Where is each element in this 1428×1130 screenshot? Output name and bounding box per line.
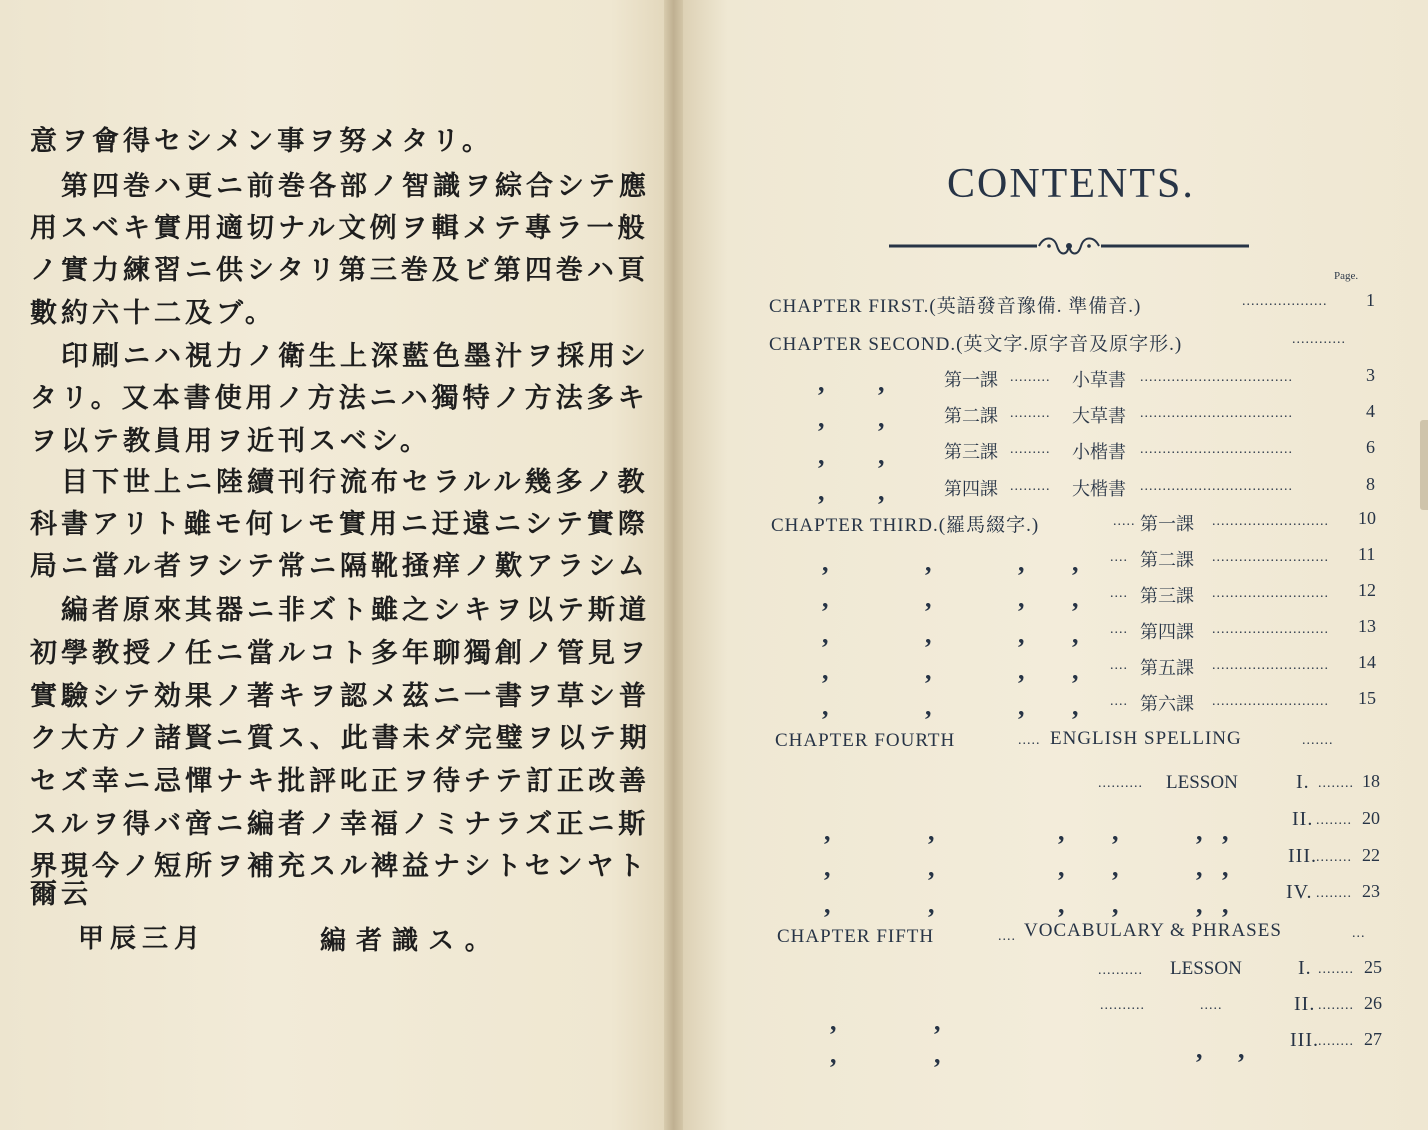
preface-line: 第四巻ハ更ニ前巻各部ノ智識ヲ綜合シテ應 (30, 171, 650, 202)
leader-dots: .................................. (1140, 406, 1293, 421)
page-number: 27 (1364, 1029, 1382, 1049)
preface-line: 用スベキ實用適切ナル文例ヲ輯メテ專ラ一般 (30, 213, 649, 244)
leader-dots: .......... (1098, 776, 1143, 791)
ditto-mark: , (1072, 584, 1079, 613)
leader-dots: ........ (1318, 1034, 1354, 1049)
ditto-mark: , (824, 890, 831, 919)
leader-dots: .................................. (1140, 370, 1293, 385)
toc-lesson-label: LESSON (1170, 958, 1242, 979)
toc-chapter-third: CHAPTER THIRD.(羅馬綴字.) (771, 515, 1040, 536)
leader-dots: .......................... (1212, 586, 1329, 601)
ditto-mark: , (928, 817, 935, 846)
leader-dots: .... (998, 929, 1016, 944)
book-gutter (664, 0, 683, 1130)
leader-dots: ........ (1316, 813, 1352, 828)
ditto-mark: , (1058, 817, 1065, 846)
lesson-numeral: I. (1298, 957, 1312, 979)
ditto-mark: , (878, 441, 885, 470)
toc-lesson: 第一課 (1140, 514, 1194, 535)
preface-line: 界現今ノ短所ヲ補充スル裨益ナシトセンヤト (30, 851, 649, 882)
preface-line: ヲ以テ教員用ヲ近刊スベシ。 (30, 426, 431, 457)
page-number: 3 (1366, 365, 1375, 385)
ditto-mark: , (1196, 817, 1203, 846)
leader-dots: .................................. (1140, 479, 1293, 494)
page-number: 1 (1366, 290, 1375, 310)
ditto-mark: , (928, 853, 935, 882)
toc-lesson: 第四課 (944, 479, 998, 500)
toc-topic: 小草書 (1072, 370, 1126, 391)
page-number: 14 (1358, 652, 1376, 672)
ditto-mark: , (1018, 620, 1025, 649)
leader-dots: ............ (1292, 332, 1346, 347)
ditto-mark: , (925, 656, 932, 685)
ditto-mark: , (822, 548, 829, 577)
toc-topic: 小楷書 (1072, 442, 1126, 463)
leader-dots: ... (1352, 926, 1366, 941)
page-number: 13 (1358, 616, 1376, 636)
preface-line: スルヲ得バ啻ニ編者ノ幸福ノミナラズ正ニ斯 (30, 809, 650, 840)
ditto-mark: , (1018, 656, 1025, 685)
ditto-mark: , (1058, 890, 1065, 919)
leader-dots: .......... (1100, 998, 1145, 1013)
ditto-mark: , (818, 441, 825, 470)
leader-dots: ....... (1302, 733, 1334, 748)
bleed-through-text (40, 1008, 224, 1037)
ditto-mark: , (822, 656, 829, 685)
ditto-mark: , (824, 853, 831, 882)
leader-dots: .... (1110, 658, 1128, 673)
leader-dots: .......................... (1212, 694, 1329, 709)
leader-dots: .... (1110, 694, 1128, 709)
page-number: 18 (1362, 771, 1380, 791)
preface-line: 實驗シテ効果ノ著キヲ認メ茲ニ一書ヲ草シ普 (30, 681, 650, 712)
page-number: 20 (1362, 808, 1380, 828)
ditto-mark: , (928, 890, 935, 919)
lesson-numeral: I. (1296, 771, 1310, 793)
preface-line: 科書アリト雖モ何レモ實用ニ迂遠ニシテ實際 (30, 509, 649, 540)
leader-dots: ......... (1010, 479, 1051, 494)
ditto-mark: , (818, 368, 825, 397)
ditto-mark: , (1196, 853, 1203, 882)
ditto-mark: , (1018, 584, 1025, 613)
ditto-mark: , (925, 548, 932, 577)
ditto-mark: , (1018, 692, 1025, 721)
ditto-mark: , (1072, 548, 1079, 577)
leader-dots: .................................. (1140, 442, 1293, 457)
lesson-numeral: IV. (1286, 881, 1313, 903)
leader-dots: .......... (1098, 963, 1143, 978)
toc-chapter-second: CHAPTER SECOND.(英文字.原字音及原字形.) (769, 334, 1183, 355)
ditto-mark: , (1018, 548, 1025, 577)
preface-date: 甲辰三月 (78, 924, 207, 954)
page-number: 4 (1366, 401, 1375, 421)
leader-dots: ........ (1318, 998, 1354, 1013)
toc-lesson: 第三課 (944, 442, 998, 463)
ditto-mark: , (822, 692, 829, 721)
leader-dots: ......... (1010, 442, 1051, 457)
toc-lesson: 第二課 (944, 406, 998, 427)
ornament-divider-icon (889, 234, 1249, 258)
ditto-mark: , (818, 477, 825, 506)
toc-chapter-fifth-subtitle: VOCABULARY & PHRASES (1024, 920, 1282, 941)
preface-line: 爾云 (30, 879, 92, 910)
ditto-mark: , (1072, 620, 1079, 649)
ditto-mark: , (934, 1007, 941, 1036)
page-number: 8 (1366, 474, 1375, 494)
leader-dots: .... (1110, 550, 1128, 565)
preface-line: 目下世上ニ陸續刊行流布セラルル幾多ノ教 (30, 467, 649, 498)
toc-lesson: 第二課 (1140, 550, 1194, 571)
ditto-mark: , (830, 1007, 837, 1036)
toc-chapter-first: CHAPTER FIRST.(英語發音豫備. 準備音.) (769, 296, 1142, 317)
preface-signature: 編者識ス。 (320, 926, 501, 956)
ditto-mark: , (1112, 817, 1119, 846)
leader-dots: .... (1110, 622, 1128, 637)
ditto-mark: , (1196, 1035, 1203, 1064)
preface-line: 局ニ當ル者ヲシテ常ニ隔靴掻痒ノ歎アラシム (30, 551, 649, 582)
ditto-mark: , (824, 817, 831, 846)
toc-lesson-label: LESSON (1166, 772, 1238, 793)
toc-chapter-fifth: CHAPTER FIFTH (777, 926, 935, 947)
ditto-mark: , (822, 620, 829, 649)
preface-line: 數約六十二及ブ。 (30, 298, 276, 329)
leader-dots: ......... (1010, 406, 1051, 421)
ditto-mark: , (1238, 1035, 1245, 1064)
leader-dots: ..... (1018, 733, 1041, 748)
ditto-mark: , (1072, 692, 1079, 721)
ditto-mark: , (925, 692, 932, 721)
page-number: 11 (1358, 544, 1376, 564)
toc-lesson: 第五課 (1140, 658, 1194, 679)
lesson-numeral: III. (1288, 845, 1317, 867)
preface-line: セズ幸ニ忌憚ナキ批評叱正ヲ待チテ訂正改善 (30, 766, 650, 797)
leader-dots: .......................... (1212, 514, 1329, 529)
ditto-mark: , (878, 404, 885, 433)
ditto-mark: , (1222, 890, 1229, 919)
leader-dots: ........ (1316, 886, 1352, 901)
lesson-numeral: II. (1294, 993, 1316, 1015)
leader-dots: ................... (1242, 294, 1328, 309)
leader-dots: .......................... (1212, 550, 1329, 565)
bleed-through-text (783, 88, 791, 111)
preface-line: 初學教授ノ任ニ當ルコト多年聊獨創ノ管見ヲ (30, 638, 650, 669)
toc-lesson: 第一課 (944, 370, 998, 391)
preface-line: 編者原來其器ニ非ズト雖之シキヲ以テ斯道 (30, 595, 650, 626)
preface-line: 意ヲ會得セシメン事ヲ努メタリ。 (30, 126, 493, 157)
lesson-numeral: II. (1292, 808, 1314, 830)
ditto-mark: , (1112, 853, 1119, 882)
page-number: 6 (1366, 437, 1375, 457)
leader-dots: ........ (1316, 850, 1352, 865)
ditto-mark: , (925, 584, 932, 613)
toc-lesson: 第三課 (1140, 586, 1194, 607)
toc-lesson: 第四課 (1140, 622, 1194, 643)
preface-line: ク大方ノ諸賢ニ質ス、此書未ダ完璧ヲ以テ期 (30, 723, 651, 754)
ditto-mark: , (822, 584, 829, 613)
ditto-mark: , (1196, 890, 1203, 919)
page-number: 15 (1358, 688, 1376, 708)
leader-dots: .... (1110, 586, 1128, 601)
preface-line: 印刷ニハ視力ノ衛生上深藍色墨汁ヲ採用シ (30, 341, 650, 372)
leader-dots: ..... (1113, 514, 1136, 529)
page-number: 10 (1358, 508, 1376, 528)
ditto-mark: , (1058, 853, 1065, 882)
toc-chapter-fourth: CHAPTER FOURTH (775, 730, 956, 751)
toc-topic: 大草書 (1072, 406, 1126, 427)
leader-dots: ........ (1318, 776, 1354, 791)
page-number: 25 (1364, 957, 1382, 977)
bleed-through-text (40, 962, 201, 991)
page-tab (1420, 420, 1428, 510)
page-column-label: Page. (1334, 270, 1359, 282)
toc-lesson: 第六課 (1140, 694, 1194, 715)
preface-line: タリ。又本書使用ノ方法ニハ獨特ノ方法多キ (30, 383, 649, 414)
ditto-mark: , (878, 477, 885, 506)
ditto-mark: , (818, 404, 825, 433)
contents-title: CONTENTS. (947, 161, 1195, 207)
ditto-mark: , (1112, 890, 1119, 919)
ditto-mark: , (1222, 853, 1229, 882)
ditto-mark: , (934, 1040, 941, 1069)
preface-line: ノ實力練習ニ供シタリ第三巻及ビ第四巻ハ頁 (30, 255, 649, 286)
ditto-mark: , (1072, 656, 1079, 685)
leader-dots: .......................... (1212, 622, 1329, 637)
page-number: 12 (1358, 580, 1376, 600)
page-number: 22 (1362, 845, 1380, 865)
toc-topic: 大楷書 (1072, 479, 1126, 500)
lesson-numeral: III. (1290, 1029, 1319, 1051)
ditto-mark: , (878, 368, 885, 397)
leader-dots: ......... (1010, 370, 1051, 385)
ditto-mark: , (830, 1040, 837, 1069)
toc-chapter-fourth-subtitle: ENGLISH SPELLING (1050, 728, 1242, 749)
leader-dots: ..... (1200, 998, 1223, 1013)
leader-dots: .......................... (1212, 658, 1329, 673)
page-number: 23 (1362, 881, 1380, 901)
ditto-mark: , (925, 620, 932, 649)
ditto-mark: , (1222, 817, 1229, 846)
page-number: 26 (1364, 993, 1382, 1013)
leader-dots: ........ (1318, 962, 1354, 977)
